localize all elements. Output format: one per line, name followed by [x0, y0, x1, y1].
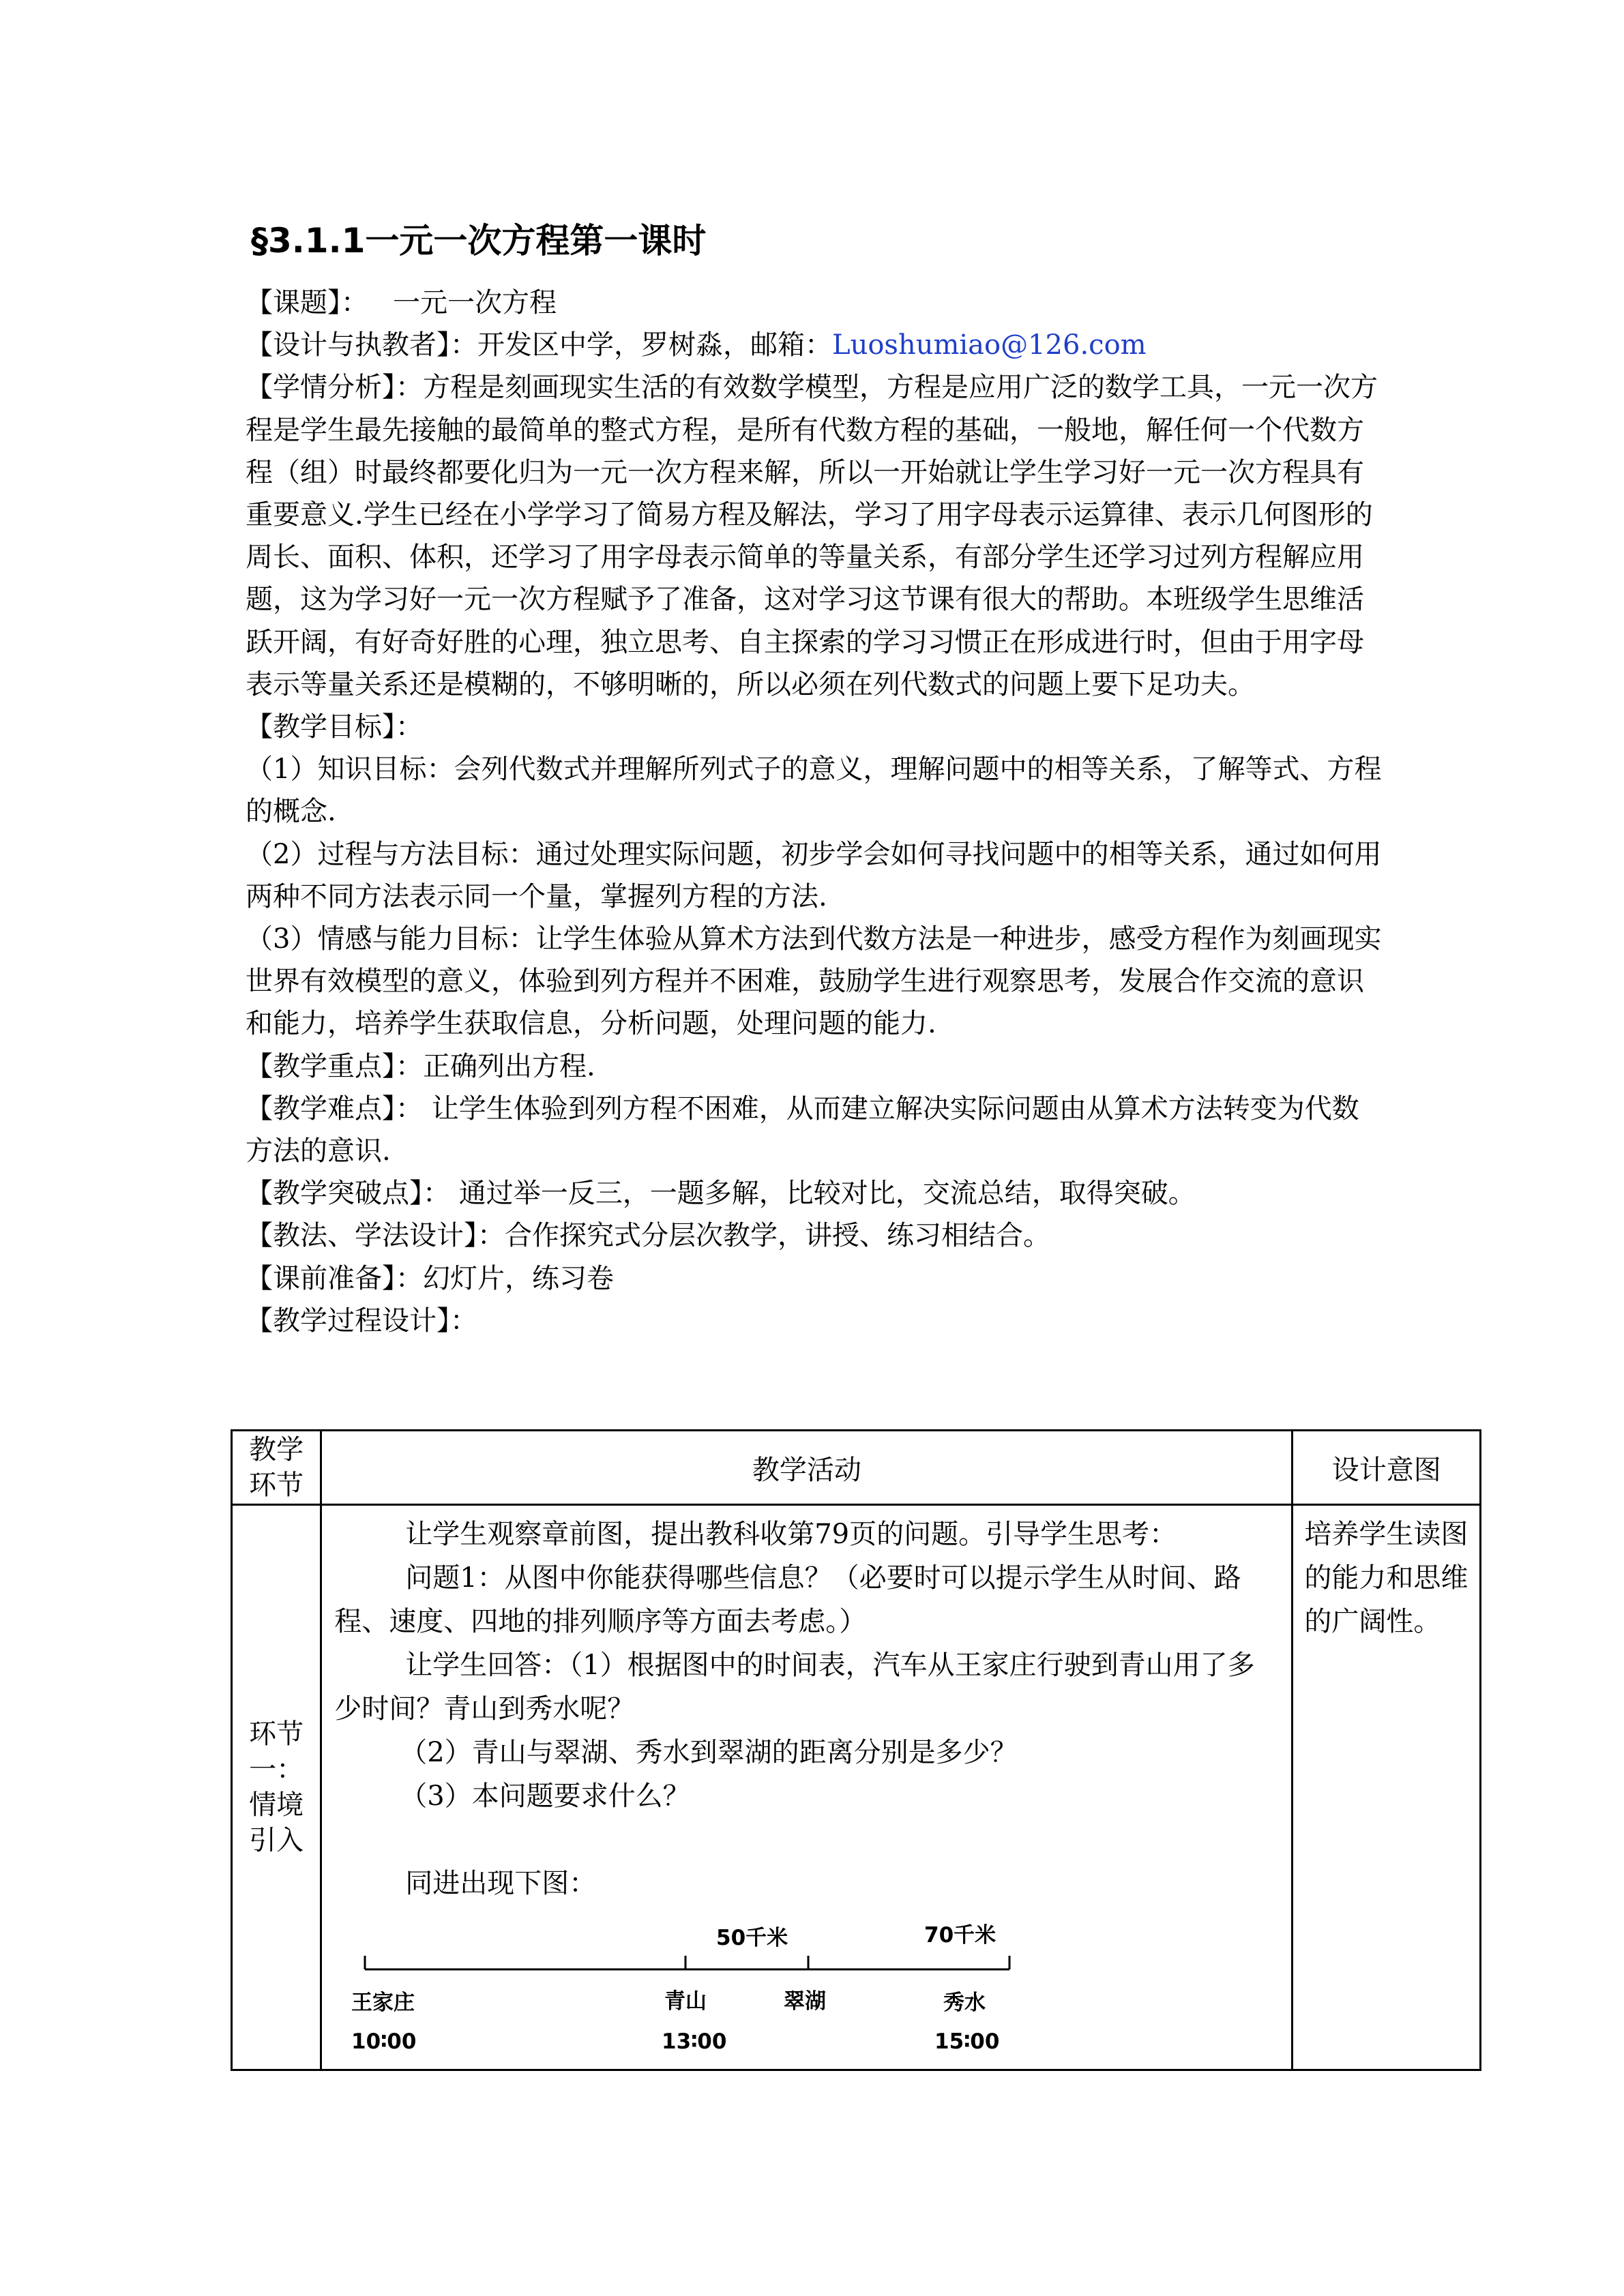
goal-item-1: （1）知识目标：会列代数式并理解所列式子的意义，理解问题中的相等关系，了解等式、方程的概念.	[246, 754, 1382, 828]
analysis-text: 方程是刻画现实生活的有效数学模型，方程是应用广泛的数学工具，一元一次方程是学生最先接触的最简单的整式方程，是所有代数方程的基础，一般地，解任何一个代数方程（组）时最终都要化归为一元一次方程来解，所以一开始就让学生学习好一元一次方程具有重要意义.学生已经在小学学习了简易方程及解法，学习了用字母表示运算律、表示几何图形的周长、面积、体积，还学习了用字母表示简单的等量关系，有部分学生还学习过列方程解应用题，这为学习好一元一次方程赋予了准备，这对学习这节课有很大的帮助。本班级学生思维活跃开阔，有好奇好胜的心理，独立思考、自主探索的学习习惯正在形成进行时，但由于用字母表示等量关系还是模糊的，不够明晰的，所以必须在列代数式的问题上要下足功夫。	[246, 372, 1378, 700]
activity-line-6: 同进出现下图：	[405, 1868, 597, 1899]
distance-label-1: 50千米	[716, 1926, 788, 1950]
designer-label: 【设计与执教者】：	[246, 329, 477, 361]
preparation-line	[246, 1257, 1385, 1300]
methods-value: 合作探究式分层次教学，讲授、练习相结合。	[505, 1220, 1050, 1252]
page-title: §3.1.1一元一次方程第一课时	[251, 221, 707, 260]
table-header-row	[232, 1431, 1481, 1505]
activity-line-1: 让学生观察章前图，提出教科收第79页的问题。引导学生思考：	[405, 1519, 1177, 1550]
difficulty-line	[246, 1088, 1385, 1172]
goal-item-3: （3）情感与能力目标：让学生体验从算术方法到代数方法是一种进步，感受方程作为刻画现实世界有效模型的意义，体验到列方程并不困难，鼓励学生进行观察思考，发展合作交流的意识和能力，培养学生获取信息，分析问题，处理问题的能力.	[246, 923, 1382, 1040]
place-cuihu: 翠湖	[784, 1989, 827, 2014]
breakthrough-label: 【教学突破点】：	[246, 1178, 450, 1210]
time-qingshan: 13∶00	[662, 2029, 727, 2054]
goal-item-2: （2）过程与方法目标：通过处理实际问题，初步学会如何寻找问题中的相等关系，通过如何用两种不同方法表示同一个量，掌握列方程的方法.	[246, 838, 1382, 912]
activity-line-4: （2）青山与翠湖、秀水到翠湖的距离分别是多少？	[400, 1737, 1018, 1768]
topic-line	[246, 282, 1385, 324]
route-diagram	[334, 1912, 1016, 2055]
goals-label: 【教学目标】：	[246, 711, 423, 743]
key-point-label: 【教学重点】：	[246, 1050, 423, 1082]
activity-cell	[321, 1505, 1293, 2070]
difficulty-label: 【教学难点】：	[246, 1092, 423, 1124]
breakthrough-value: 通过举一反三，一题多解，比较对比，交流总结，取得突破。	[450, 1178, 1196, 1210]
activity-line-2: 问题1：从图中你能获得哪些信息？（必要时可以提示学生从时间、路程、速度、四地的排列顺序等方面去考虑。）	[334, 1562, 1241, 1637]
header-activity: 教学活动	[321, 1431, 1293, 1505]
activity-spacer	[334, 1818, 1272, 1862]
header-intent: 设计意图	[1293, 1431, 1481, 1505]
header-stage	[232, 1431, 321, 1505]
key-point-value: 正确列出方程.	[423, 1050, 595, 1082]
topic-value: 一元一次方程	[393, 287, 557, 318]
activity-line-3: 让学生回答：（1）根据图中的时间表，汽车从王家庄行驶到青山用了多少时间？青山到秀水呢？	[334, 1650, 1255, 1725]
stage-text: 环节一：情境引入	[249, 1718, 304, 1856]
place-xiushui: 秀水	[943, 1991, 986, 2015]
preparation-label: 【课前准备】：	[246, 1262, 423, 1294]
time-xiushui: 15∶00	[934, 2029, 1000, 2054]
place-qingshan: 青山	[664, 1989, 707, 2014]
intent-cell: 培养学生读图的能力和思维的广阔性。	[1293, 1505, 1481, 2070]
key-point-line	[246, 1045, 1385, 1088]
time-wangjiazhuang: 10∶00	[351, 2029, 417, 2054]
table-row	[232, 1505, 1481, 2070]
analysis-label: 【学情分析】：	[246, 372, 423, 404]
difficulty-value: 让学生体验到列方程不困难，从而建立解决实际问题由从算术方法转变为代数方法的意识.	[246, 1092, 1359, 1167]
lesson-plan-table	[231, 1429, 1481, 2071]
activity-line-5: （3）本问题要求什么？	[400, 1780, 690, 1812]
process-label: 【教学过程设计】：	[246, 1304, 477, 1337]
lesson-body	[246, 282, 1385, 1342]
designer-value: 开发区中学，罗树淼，邮箱：	[477, 329, 832, 361]
stage-cell	[232, 1505, 321, 2070]
header-stage-text: 教学环节	[249, 1434, 304, 1501]
topic-label: 【课题】：	[246, 287, 368, 318]
methods-line	[246, 1214, 1385, 1257]
analysis-paragraph	[246, 366, 1385, 706]
breakthrough-line	[246, 1172, 1385, 1214]
designer-email-link[interactable]: Luoshumiao@126.com	[832, 329, 1147, 361]
preparation-value: 幻灯片，练习卷	[423, 1262, 614, 1294]
place-wangjiazhuang: 王家庄	[351, 1991, 415, 2015]
distance-label-2: 70千米	[924, 1923, 996, 1948]
designer-line	[246, 324, 1385, 366]
methods-label: 【教法、学法设计】：	[246, 1220, 505, 1252]
